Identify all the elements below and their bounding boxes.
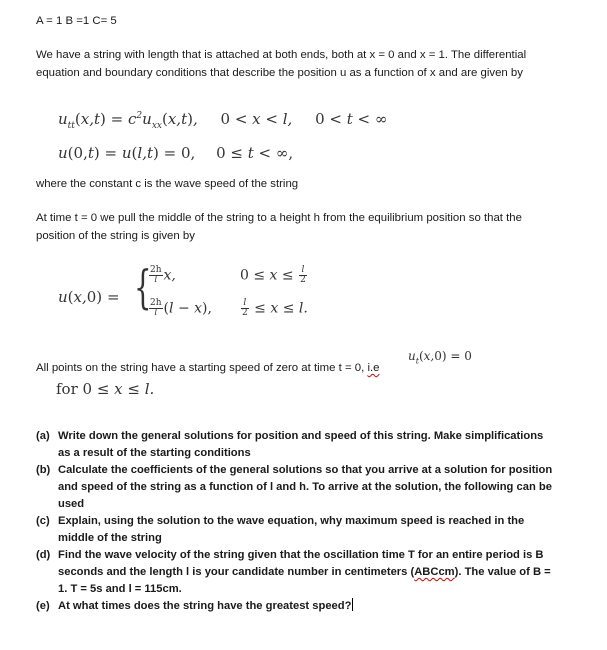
starting-speed-text: All points on the string have a starting speed of zero at time t = 0,: [36, 362, 368, 374]
question-c-label: (c): [36, 515, 50, 527]
question-d: [36, 547, 556, 598]
question-b-text: Calculate the coefficients of the general solutions so that you arrive at a solution for position and speed of the string as a function of l and h. To arrive at the solution, the following can be used: [58, 464, 553, 510]
question-e-label: (e): [36, 600, 50, 612]
question-a: [36, 428, 556, 462]
text-cursor: [352, 598, 353, 611]
question-d-text-before: Find the wave velocity of the string given that the oscillation time T for an entire period is B seconds and the length l is your candidate number in centimeters (: [58, 549, 544, 578]
question-d-text-after: ). The value of B = 1. T = 5s and l = 115cm.: [58, 566, 551, 595]
wave-speed-note: where the constant c is the wave speed of the string: [36, 178, 299, 190]
ic-case-1-range: 0 ≤ x ≤ $\frac{l}{2}$: [240, 265, 306, 285]
question-b: [36, 462, 556, 513]
initial-position-paragraph: At time t = 0 we pull the middle of the string to a height h from the equilibrium position so that the position of the string is given by: [36, 212, 522, 242]
boundary-conditions: u(0,t) = u(l,t) = 0, 0 ≤ t < ∞,: [58, 144, 294, 162]
starting-speed-paragraph: [36, 360, 380, 378]
ic-lhs: u(x,0) =: [58, 288, 120, 306]
question-d-label: (d): [36, 549, 51, 561]
question-e[interactable]: [36, 598, 556, 615]
pde-t-range: 0 < t < ∞: [315, 110, 388, 128]
initial-speed-equation: $u_t(x,0) = 0$: [408, 349, 472, 366]
piecewise-brace: {: [134, 260, 152, 314]
abccm-misspelling: ABCcm: [414, 566, 455, 578]
question-b-label: (b): [36, 464, 51, 476]
ic-case-2-range: $\frac{l}{2}$ ≤ x ≤ l.: [242, 298, 308, 318]
question-c: [36, 513, 556, 547]
pde-equation: [58, 110, 387, 131]
question-e-text: At what times does the string have the greatest speed?: [58, 600, 352, 612]
pde-x-range: 0 < x < l,: [220, 110, 293, 128]
question-c-text: Explain, using the solution to the wave equation, why maximum speed is reached in the middle of the string: [58, 515, 525, 544]
questions-list: [36, 428, 556, 615]
question-a-label: (a): [36, 430, 50, 442]
constants-line: A = 1 B =1 C= 5: [36, 15, 117, 27]
pde-lhs: $u_{tt}(x,t) = c^2u_{xx}(x,t)$,: [58, 110, 198, 131]
ic-case-1-expr: $\frac{2h}{l}$ x,: [150, 265, 176, 285]
x-range-equation: for 0 ≤ x ≤ l.: [56, 380, 155, 398]
ic-case-2-expr: $\frac{2h}{l}$ (l − x),: [150, 298, 212, 318]
ie-misspelling: i.e: [367, 362, 380, 374]
question-a-text: Write down the general solutions for position and speed of this string. Make simplifications as a result of the starting conditions: [58, 430, 544, 459]
intro-paragraph: We have a string with length that is attached at both ends, both at x = 0 and x = 1. The differential equation and boundary conditions that describe the position u as a function of x and are given by: [36, 49, 527, 79]
